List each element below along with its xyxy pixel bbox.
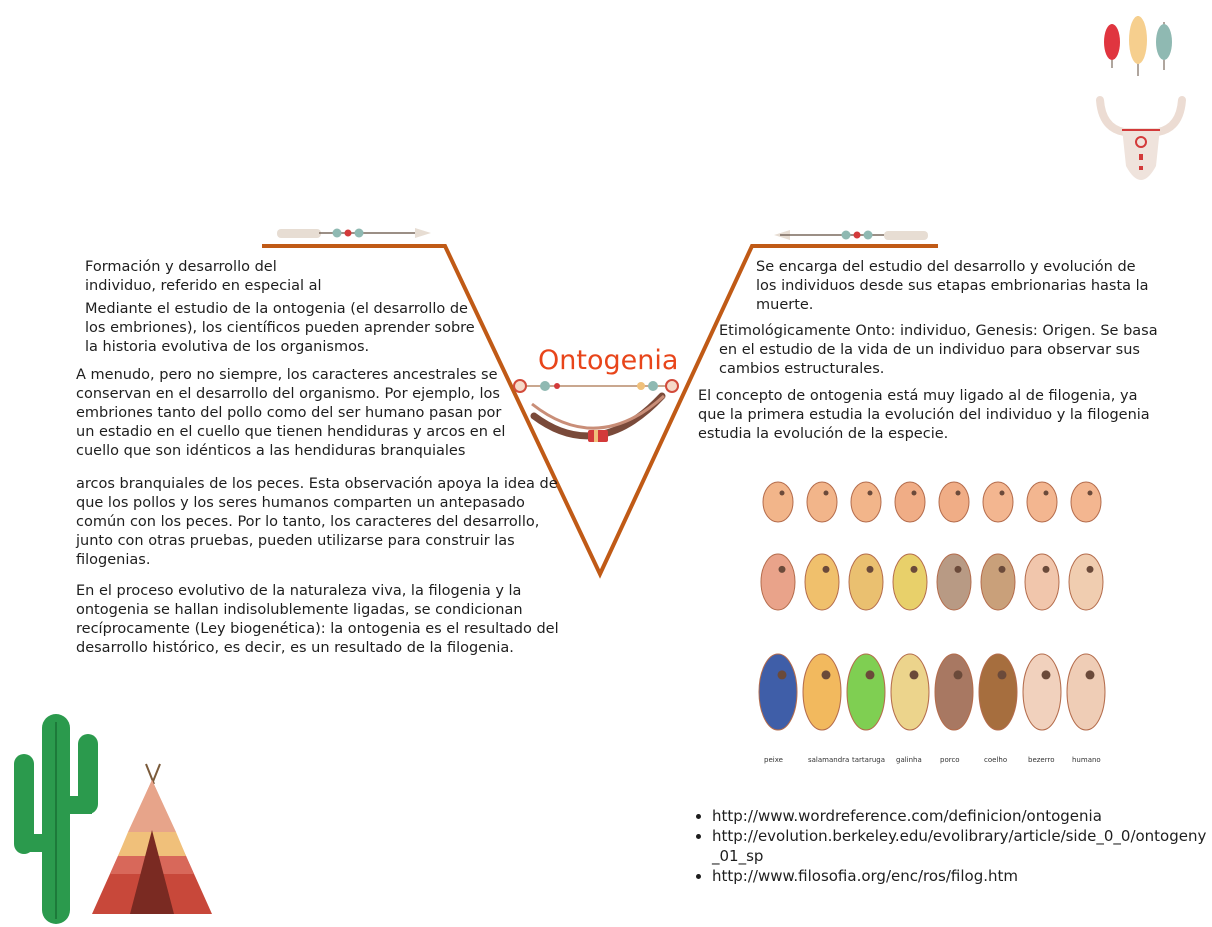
embryo-drawing <box>763 482 793 522</box>
embryo-drawing <box>1025 554 1059 610</box>
embryo-drawing <box>893 554 927 610</box>
bull-skull-decoration <box>1096 96 1186 196</box>
embryo-label: salamandra <box>808 756 850 764</box>
embryo-drawing <box>939 482 969 522</box>
embryo-eye <box>1087 566 1094 573</box>
embryo-drawing <box>1067 654 1105 730</box>
embryo-eye <box>954 670 963 679</box>
etymology-text: Etimológicamente Onto: individuo, Genesis: Origen. Se basa en el estudio de la vida de un individuo para observar sus cambios estructurales. <box>719 323 1158 377</box>
embryo-label: tartaruga <box>852 756 885 764</box>
embryo-comparison-figure <box>736 466 1116 766</box>
embryo-eye <box>780 491 785 496</box>
embryo-drawing <box>1023 654 1061 730</box>
embryo-eye <box>778 670 787 679</box>
embryo-eye <box>1088 491 1093 496</box>
gill-arches-text: arcos branquiales de los peces. Esta observación apoya la idea de que los pollos y los seres humanos comparten un antepasado común con los peces. Por lo tanto, los caracteres del desarrollo, junto con otras pruebas, pueden utilizarse para construir las filogenias. <box>76 476 558 568</box>
embryo-drawing <box>805 554 839 610</box>
embryo-drawing <box>761 554 795 610</box>
embryo-eye <box>866 670 875 679</box>
definition-text: Formación y desarrollo del individuo, referido en especial al <box>85 259 322 294</box>
embryo-drawing <box>935 654 973 730</box>
embryo-eye <box>998 670 1007 679</box>
embryo-eye <box>912 491 917 496</box>
page-title: Ontogenia <box>538 345 679 376</box>
reference-link[interactable]: • http://www.filosofia.org/enc/ros/filog.htm <box>712 866 1212 886</box>
embryo-drawing <box>895 482 925 522</box>
embryo-eye <box>867 566 874 573</box>
ancestral-traits-text: A menudo, pero no siempre, los caracteres ancestrales se conservan en el desarrollo del organismo. Por ejemplo, los embriones tanto del pollo como del ser humano pasan por un estadio en el cuello que tienen hendiduras y arcos en el cuello que son idénticos a las hendiduras branquiales <box>76 367 506 459</box>
embryo-drawing <box>979 654 1017 730</box>
teepee-decoration <box>88 760 218 920</box>
embryo-drawing <box>759 654 797 730</box>
embryo-eye <box>956 491 961 496</box>
embryo-eye <box>1000 491 1005 496</box>
embryo-drawing <box>1027 482 1057 522</box>
embryo-drawing <box>847 654 885 730</box>
embryo-drawing <box>1071 482 1101 522</box>
embryo-label: galinha <box>896 756 922 764</box>
embryo-drawing <box>807 482 837 522</box>
embryo-label: coelho <box>984 756 1008 764</box>
embryo-eye <box>868 491 873 496</box>
reference-link[interactable]: • http://www.wordreference.com/definicion/ontogenia <box>712 806 1212 826</box>
biogenetic-law-text: En el proceso evolutivo de la naturaleza viva, la filogenia y la ontogenia se hallan indisolublemente ligadas, se condicionan recíprocamente (Ley biogenética): la ontogenia es el resultado del desarrollo histórico, es decir, es un resultado de la filogenia. <box>76 583 559 656</box>
embryo-eye <box>823 566 830 573</box>
embryo-eye <box>1086 670 1095 679</box>
reference-link[interactable]: • http://evolution.berkeley.edu/evolibrary/article/side_0_0/ontogeny_01_sp <box>712 826 1212 866</box>
arrow-right-decoration <box>770 228 930 242</box>
references-list <box>680 806 1212 886</box>
embryo-eye <box>999 566 1006 573</box>
embryo-drawing <box>937 554 971 610</box>
embryo-drawing <box>851 482 881 522</box>
feathers-decoration <box>1100 14 1180 78</box>
embryo-drawing <box>891 654 929 730</box>
embryo-drawing <box>981 554 1015 610</box>
embryo-eye <box>822 670 831 679</box>
embryo-drawing <box>803 654 841 730</box>
embryo-drawing <box>1069 554 1103 610</box>
embryo-label: humano <box>1072 756 1101 764</box>
scope-text: Se encarga del estudio del desarrollo y evolución de los individuos desde sus etapas embrionarias hasta la muerte. <box>756 259 1149 313</box>
embryo-eye <box>1042 670 1051 679</box>
embryo-eye <box>1043 566 1050 573</box>
phylogeny-relation-text: El concepto de ontogenia está muy ligado al de filogenia, ya que la primera estudia la evolución del individuo y la filogenia estudia la evolución de la especie. <box>698 388 1150 442</box>
embryo-eye <box>911 566 918 573</box>
embryo-eye <box>779 566 786 573</box>
embryo-label: peixe <box>764 756 783 764</box>
necklace-decoration <box>512 376 682 446</box>
embryo-eye <box>910 670 919 679</box>
embryo-label: bezerro <box>1028 756 1055 764</box>
embryo-eye <box>955 566 962 573</box>
embryo-eye <box>824 491 829 496</box>
arrow-left-decoration <box>275 226 435 240</box>
study-embryos-text: Mediante el estudio de la ontogenia (el desarrollo de los embriones), los científicos pueden aprender sobre la historia evolutiva de los organismos. <box>85 301 475 355</box>
embryo-label: porco <box>940 756 960 764</box>
embryo-drawing <box>983 482 1013 522</box>
embryo-drawing <box>849 554 883 610</box>
embryo-eye <box>1044 491 1049 496</box>
